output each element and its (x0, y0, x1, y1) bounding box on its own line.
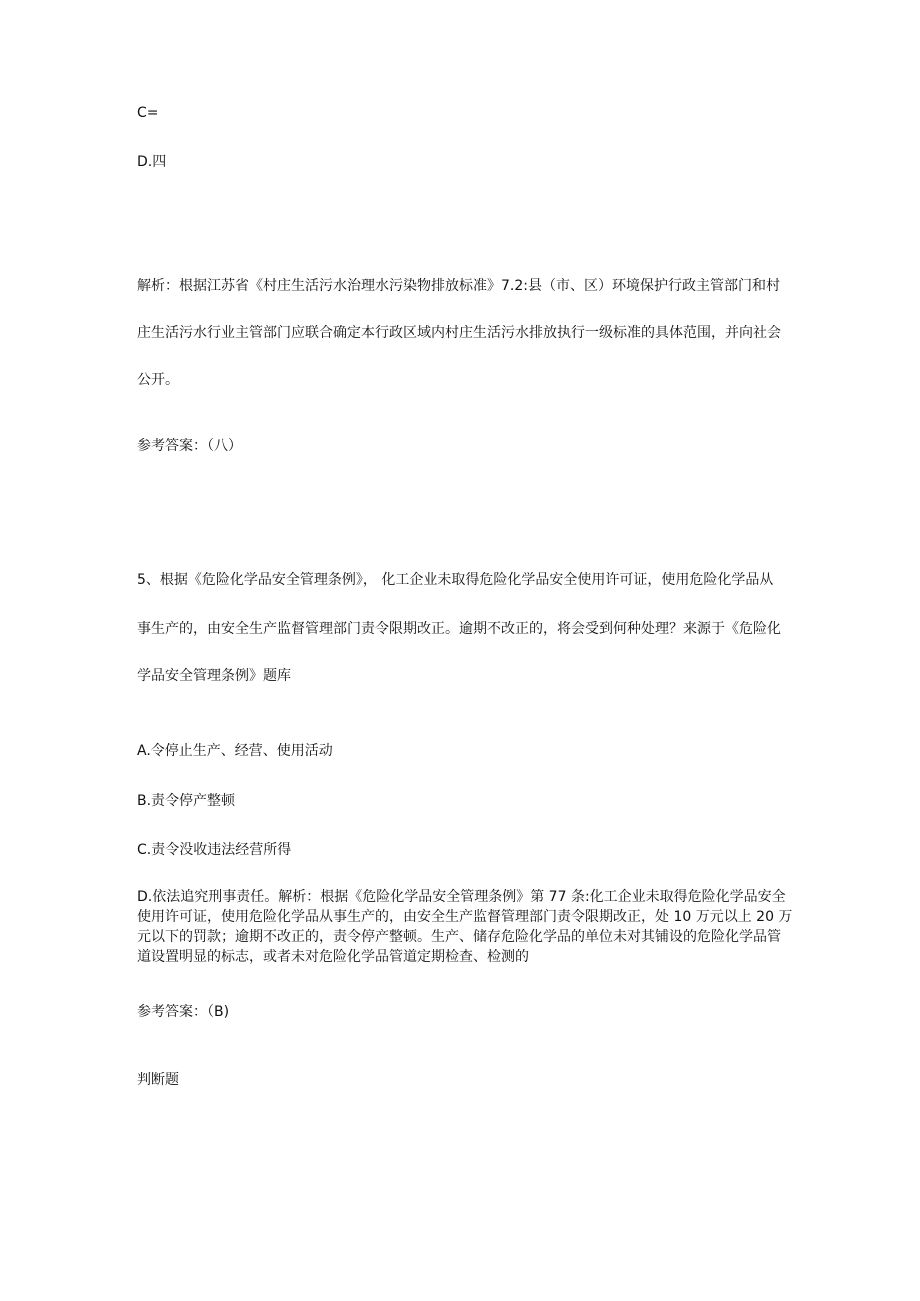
q5-stem-line-2: 事生产的，由安全生产监督管理部门责令限期改正。逾期不改正的，将会受到何种处理？来源于《危险化 (137, 621, 781, 637)
q5-option-d-line-1: D.依法追究刑事责任。解析：根据《危险化学品安全管理条例》第 77 条:化工企业未取得危险化学品安全 (137, 889, 786, 905)
section-title: 判断题 (137, 1072, 179, 1088)
q5-option-d-line-3: 元以下的罚款；逾期不改正的，责令停产整顿。生产、储存危险化学品的单位未对其铺设的危险化学品管 (137, 929, 781, 945)
q5-option-d-line-4: 道设置明显的标志，或者未对危险化学品管道定期检查、检测的 (137, 949, 529, 965)
prev-explanation-line-3: 公开。 (137, 372, 179, 388)
q5-option-a: A.令停止生产、经营、使用活动 (137, 743, 333, 759)
q5-stem-line-3: 学品安全管理条例》题库 (137, 668, 291, 684)
prev-answer: 参考答案：（八） (137, 438, 242, 454)
prev-explanation-line-2: 庄生活污水行业主管部门应联合确定本行政区域内村庄生活污水排放执行一级标准的具体范围，并向社会 (137, 325, 781, 341)
prev-option-d: D.四 (137, 154, 167, 170)
q5-option-d-explanation (137, 887, 793, 967)
q5-option-c: C.责令没收违法经营所得 (137, 842, 292, 858)
prev-explanation-line-1: 解析：根据江苏省《村庄生活污水治理水污染物排放标准》7.2:县（市、区）环境保护行政主管部门和村 (137, 278, 780, 294)
prev-option-c: C= (137, 105, 159, 121)
q5-answer: 参考答案：（B) (137, 1004, 230, 1020)
q5-option-b: B.责令停产整顿 (137, 793, 236, 809)
q5-stem-line-1: 5、根据《危险化学品安全管理条例》， 化工企业未取得危险化学品安全使用许可证，使用危险化学品从 (137, 572, 774, 588)
q5-option-d-line-2: 使用许可证，使用危险化学品从事生产的，由安全生产监督管理部门责令限期改正，处 10 万元以上 20 万 (137, 909, 793, 925)
